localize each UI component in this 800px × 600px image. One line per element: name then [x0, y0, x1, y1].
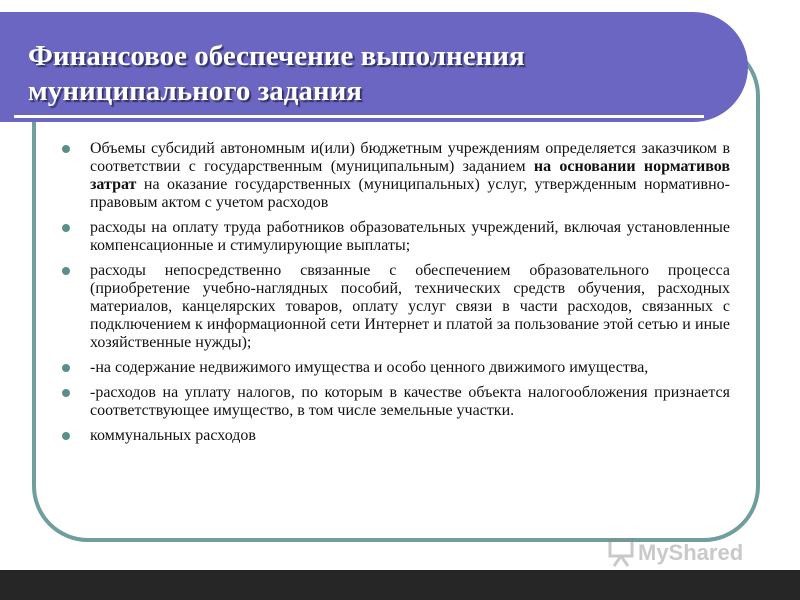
bullet-dot-icon	[62, 432, 70, 440]
bullet-list	[62, 140, 730, 452]
list-item	[62, 140, 730, 212]
list-item-text: -расходов на уплату налогов, по которым в качестве объекта налогообложения признается соответствующее имущество, в том числе земельные участки.	[90, 384, 730, 419]
slide-title: Финансовое обеспечение выполнения муниципального задания	[28, 40, 525, 107]
list-item-text: расходы непосредственно связанные с обеспечением образовательного процесса (приобретение учебно-наглядных пособий, технических средств обучения, расходных материалов, канцелярских товаров, оплату услуг связи в части расходов, связанных с подключением к информационной сети Интернет и платой за пользование этой сетью и иные хозяйственные нужды);	[90, 262, 730, 351]
list-item-text: -на содержание недвижимого имущества и особо ценного движимого имущества,	[90, 359, 649, 376]
bullet-dot-icon	[62, 224, 70, 232]
list-item-text: расходы на оплату труда работников образовательных учреждений, включая установленные компенсационные и стимулирующие выплаты;	[90, 219, 730, 254]
list-item	[62, 262, 730, 352]
list-item	[62, 384, 730, 420]
list-item	[62, 219, 730, 255]
bullet-dot-icon	[62, 389, 70, 397]
list-item-text: Объемы субсидий автономным и(или) бюджетным учреждениям определяется заказчиком в соответствии с государственным (муниципальным) заданием	[90, 140, 730, 175]
watermark-logo	[604, 534, 774, 570]
title-banner	[0, 12, 748, 122]
bullet-dot-icon	[62, 364, 70, 372]
list-item-text: на оказание государственных (муниципальных) услуг, утвержденным нормативно-правовым актом с учетом расходов	[90, 176, 730, 211]
list-item-emphasis: на основании нормативов затрат	[90, 158, 730, 193]
footer-bar	[0, 570, 800, 600]
watermark-text: MyShared	[638, 540, 744, 565]
list-item	[62, 427, 730, 445]
list-item	[62, 359, 730, 377]
bullet-dot-icon	[62, 267, 70, 275]
presentation-board-icon	[604, 534, 774, 570]
bullet-dot-icon	[62, 145, 70, 153]
list-item-text: коммунальных расходов	[90, 427, 256, 444]
title-underline	[14, 115, 704, 118]
